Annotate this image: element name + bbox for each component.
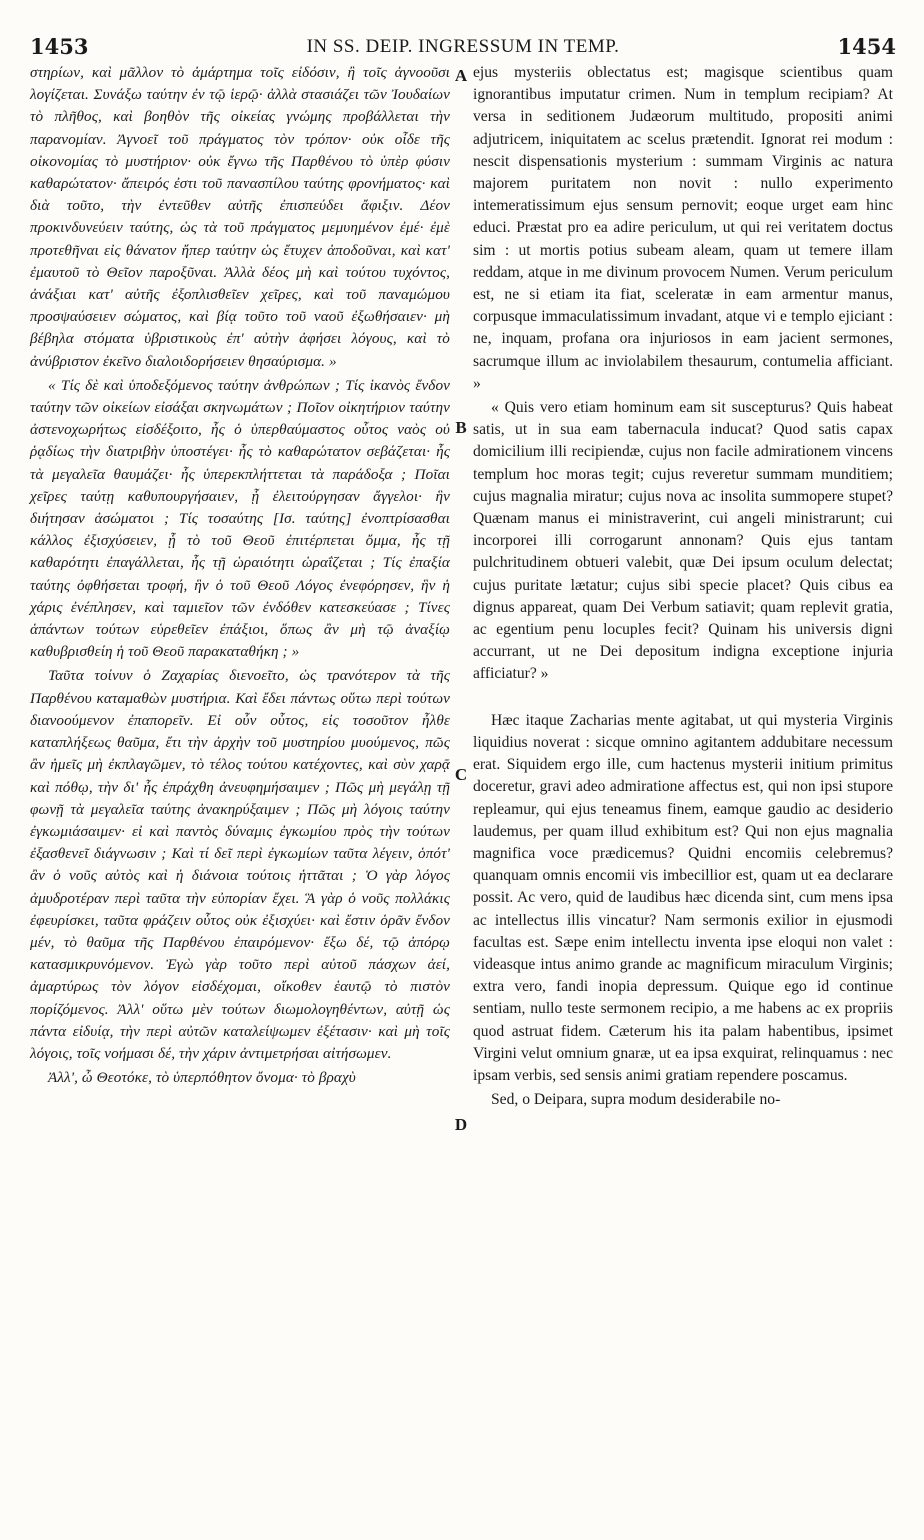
section-marker-b: B xyxy=(455,418,467,437)
greek-column xyxy=(30,62,450,1089)
section-marker-a: A xyxy=(454,66,468,85)
latin-column xyxy=(473,62,893,1111)
section-marker-d: D xyxy=(454,1115,468,1134)
greek-paragraph: στηρίων, καὶ μᾶλλον τὸ ἀμάρτημα τοῖς εἰδόσιν, ἢ τοῖς ἀγνοοῦσι λογίζεται. Συνάξω ταύτην ἐν τῷ ἱερῷ· ἀλλὰ στασιάζει τῶν Ἰουδαίων τὸ πλῆθος, καὶ βοηθὸν τῆς οἰκείας γνώμης προβάλλεται τὴν παρανομίαν. Ἀγνοεῖ τοῦ πράγματος τὸν τρόπον· οὐκ οἶδε τῆς οἰκονομίας τὸ μυστήριον· οὐκ ἔγνω τῆς Παρθένου τὸ ὑπὲρ φύσιν καθαρώτατον· ἄπειρός ἐστι τοῦ πανασπίλου ταύτης φρονήματος· καὶ διὰ τοῦτο, τὴν ἐντεῦθεν αὐτῆς ἐπισπεύδει ἄφιξιν. Δέον προκινδυνεύειν ταύτης, ὡς τὰ τοῦ πράγματος μεμυημένον ἐμέ· ἐμὲ προτεθῆναι εἰς θάνατον ἤπερ ταύτην ὡς ἔτυχεν ἀποδοῦναι, καὶ κατ' ἐμαυτοῦ τὸ Θεῖον παροξῦναι. Ἀλλὰ δέος μὴ καὶ τούτου τυχόντος, ἀνάξιαι κατ' αὐτῆς ἐξοπλισθεῖεν χεῖρες, καὶ τοῦ παναμώμου προσψαύσειεν σώματος, καὶ βίᾳ τοῦτο τοῦ ναοῦ ἐξωθήσαιεν· μὴ βέβηλα στόματα ὑβριστικοὺς ἐπ' αὐτὴν ἀφήσει λόγους, καὶ τὸ ἀνύβριστον ἐκεῖνο διαλοιδορήσειεν θησαύρισμα. » xyxy=(30,64,450,370)
paragraph-gap xyxy=(473,686,893,710)
running-title: IN SS. DEIP. INGRESSUM IN TEMP. xyxy=(306,36,620,57)
latin-paragraph: Hæc itaque Zacharias mente agitabat, ut qui mysteria Virginis liquidius noverat : sicque omnino agitantem addubitare necessum erat. Siquidem ergo ille, cum hactenus mysterii initium primitus doceretur, gravi adeo admiratione affectus est, qui non ipsi stupore repleamur, qui ejus teneamus finem, eamque gaudio ac desiderio laudemus, per quam illud exhibitum est? Qui non ejus magnalia magnifica voce prædicemus? Quidni encomiis celebremus? quanquam omnis encomii vis imbecillior est, quam ut ea declarare possit. Ac vero, quid de laudibus hæc dicenda sint, cum mens ipsa ac intellectus illis vincatur? Nam sermonis exilior in ejusmodi facultas est. Sæpe enim intellectu inventa ipse eloqui non valet : videasque intus animo grande ac magnificum miraculum Virginis; extra vero, fandi inopia depressum. Quique ego id continue sentiam, nullo teste sermonem recipio, a me habens ac ex propriis quod astruat fidem. Cæterum his ita palam habentibus, ipsimet Virgini velut omnium gnaræ, ut ea ipsa exquirat, relinquamus : nec ipsam verbis, sed sensis animi gratiam rependere poscamus. xyxy=(473,711,893,1084)
latin-paragraph: Sed, o Deipara, supra modum desiderabile no- xyxy=(491,1091,781,1109)
greek-paragraph: « Τίς δὲ καὶ ὑποδεξόμενος ταύτην ἀνθρώπων ; Τίς ἱκανὸς ἔνδον ταύτην τῶν οἰκείων εἰσάξαι σκηνωμάτων ; Ποῖον οἰκητήριον ταύτην ἀστενοχωρήτως εἰσδέξοιτο, ἧς ὁ ὑπερθαύμαστος οὗτος ναὸς οὐ ῥᾳδίως τὴν διατριβὴν ὑποστέγει· ἧς τὸ καθαρώτατον σεβάζεται· ἧς τὰ μεγαλεῖα θαυμάζει· ἧς ὑπερεκπλήττεται τὰ παράδοξα ; Ποῖαι χεῖρες ταύτῃ καθυπουργήσαιεν, ᾗ ἐλειτούργησαν ἄγγελοι· ἣν διήτησαν ἀσώματοι ; Τίς τοσαύτης [Ισ. ταύτης] ἐνοπτρίσασθαι κάλλος ἐξισχύσειεν, ᾗ τὸ τοῦ Θεοῦ ἐπιτέρπεται ὄμμα, ἧς τῇ καθαρότητι ἐπαγάλλεται, ἧς τῇ ὡραιότητι ὡραΐζεται ; Τίς ἐπαξία ταύτης ὀφθήσεται τροφή, ἣν ὁ τοῦ Θεοῦ Λόγος ἐνεφόρησεν, ἣν ἡ χάρις ἐνέπλησεν, καὶ ταμιεῖον τῶν ἐνδόθεν κατεσκεύασε ; Τίνες ἁπάντων τούτων εὑρεθεῖεν ἐπάξιοι, ὅπως ἂν μὴ τῷ ἀναξίῳ καθυβρισθείη ἡ τοῦ Θεοῦ παρακαταθήκη ; » xyxy=(30,376,450,661)
latin-paragraph: ejus mysteriis oblectatus est; magisque scientibus quam ignorantibus imputatur crimen. Num in templum recipiam? At versa in seditionem Judæorum multitudo, propositi animi adjutricem, iniquitatem ac scelus prætendit. Ignorat rei modum : nescit dispensationis mysterium : summam Virginis ac natura majorem puritatem non novit : nullo experimento intemeratissimum ejus sensum pernovit; eoque urget eam hinc educi. Præstat pro ea adire periculum, ut qui rei veritatem doctus sim : ut mortis potius subeam aleam, quam ut temere illam reddam, atque in me divinum provocem Numen. Verum periculum est, ne si etiam ita fiat, sceleratæ in eam armentur manus, corpusque immaculatissimum invadant, atque vi e templo ejiciant : ne, inquam, profana ora injuriosos in eam jacient sermones, sacrumque illum ac inviolabilem thesaurum, contumelia afficiant. » xyxy=(473,64,893,392)
greek-paragraph: Ταῦτα τοίνυν ὁ Ζαχαρίας διενοεῖτο, ὡς τρανότερον τὰ τῆς Παρθένου καταμαθὼν μυστήρια. Καὶ ἔδει πάντως οὕτω περὶ τούτων διανοούμενον ἐπαπορεῖν. Εἰ οὖν οὗτος, εἰς τοσοῦτον ἦλθε καταπλήξεως θαῦμα, ἔτι τὴν ἀρχὴν τοῦ μυστηρίου μυούμενος, πῶς ἂν ἡμεῖς μὴ ἐκπλαγῶμεν, τὸ τέλος τούτου κατέχοντες, καὶ σὺν χαρᾷ καὶ πόθῳ, τὴν δι' ἧς ἐπράχθη ἀνευφημήσαιμεν ; Πῶς μὴ μεγάλῃ τῇ φωνῇ τὰ μεγαλεῖα ταύτης ἀνακηρύξαιμεν ; Πῶς μὴ λόγοις ταύτην ἐγκωμιάσαιμεν· εἰ καὶ παντὸς δύναμις ἐγκωμίου πρὸς τὴν τούτων ἐξασθενεῖ διάγνωσιν ; Καὶ τί δεῖ περὶ ἐγκωμίων ταῦτα λέγειν, ὁπότ' ἂν ὁ νοῦς αὐτὸς καὶ ἡ διάνοια τούτοις ἡττᾶται ; Ὁ γὰρ λόγος ἀμυδροτέραν περὶ ταῦτα τὴν εὐπορίαν ἔχει. Ἃ γὰρ ὁ νοῦς πολλάκις ἐφευρίσκει, ταῦτα φράζειν οὗτος οὐκ ἐξισχύει· καὶ ἔστιν ὁρᾶν ἔνδον μέν, τὸ θαῦμα τῆς Παρθένου ἐπαιρόμενον· ἔξω δέ, τῷ ἀπόρῳ κατασμικρυνόμενον. Ἐγὼ γὰρ τοῦτο περὶ αὐτοῦ πάσχων ἀεί, ἀμαρτύρως τὸν λόγον εἰσδέχομαι, οἴκοθεν ἑαυτῷ τὸ πιστὸν πορίζόμενος. Ἀλλ' οὕτω μὲν τούτων διωμολογηθέντων, αὐτῇ ὡς πάντα εἰδυίᾳ, τὴν περὶ αὐτῶν καταλείψωμεν ἐξέτασιν· καὶ μὴ τοῖς λόγοις, τοῖς νοήμασι δέ, τὴν χάριν ἀντιμετρήσαι αἰτήσωμεν. xyxy=(30,667,450,1062)
section-marker-c: C xyxy=(454,765,468,784)
latin-paragraph: « Quis vero etiam hominum eam sit suscepturus? Quis habeat satis, ut in sua eam tabernacula inducat? Quod satis capax domicilium illi recipiendæ, cujus non facile admirationem vincens templum hoc moras tegit; cujus reveretur summam munditiem; cujus magnalia miratur; cujus nova ac insolita summopere stupet? Quænam manus ei ministraverint, cui angeli ministrarunt; cui incorporei illi corrogarunt annonam? Quis ejus tantam pulchritudinem obtueri valebit, quæ Dei ipsum oculum delectat; cujus puritate lætatur; cujus sibi specie placet? Quis cibus ea dignus appareat, quam Dei Verbum satiavit; quam replevit gratia, ac egentium penu locuples fecit? Quinam his universis digni accurrant, ut ne Dei depositum indigna exceptione injuria afficiatur? » xyxy=(473,399,893,683)
page-number-right: 1454 xyxy=(837,34,896,59)
greek-paragraph: Ἀλλ', ὦ Θεοτόκε, τὸ ὑπερπόθητον ὄνομα· τὸ βραχὺ xyxy=(48,1069,356,1087)
page-header xyxy=(30,34,896,60)
page-number-left: 1453 xyxy=(30,34,89,59)
